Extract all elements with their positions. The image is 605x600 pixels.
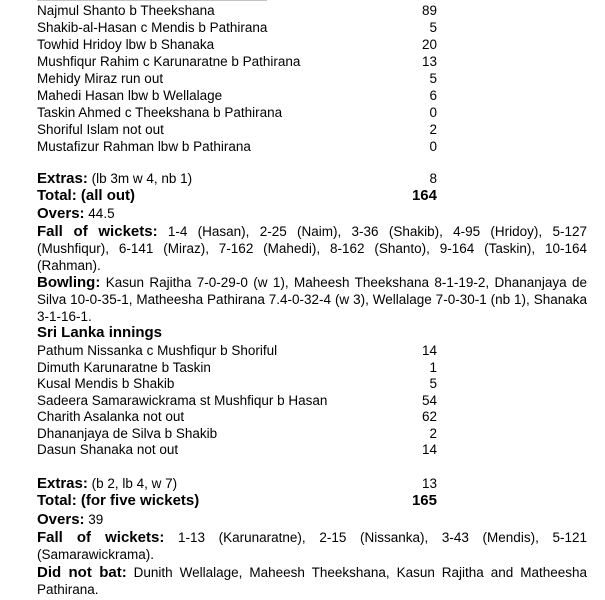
bowling-label: Bowling: (37, 274, 101, 291)
dismissal: not out (122, 122, 164, 137)
batting-row (37, 138, 437, 155)
dismissal: c Mushfiqur b Shoriful (146, 343, 278, 358)
extras-detail: (b 2, lb 4, w 7) (91, 476, 178, 491)
runs: 2 (429, 122, 437, 137)
runs: 0 (429, 139, 437, 154)
batting-row (37, 87, 437, 104)
batter-name: Pathum Nissanka (37, 343, 143, 358)
dismissal: b Theekshana (129, 3, 215, 18)
batter-name: Mushfiqur Rahim (37, 54, 140, 69)
fow-text: 1-13 (Karunaratne), 2-15 (Nissanka), 3-43 (Mendis), 5-121 (Samarawickrama). (37, 530, 587, 562)
batting-row (37, 104, 437, 121)
extras-label: Extras: (37, 170, 88, 187)
dismissal: lbw b Pathirana (157, 139, 251, 154)
bangladesh-fall-of-wickets (37, 223, 587, 274)
batter-name: Dasun Shanaka (37, 442, 134, 457)
batting-row (37, 342, 437, 359)
overs-label: Overs: (37, 205, 85, 222)
total-runs: 164 (411, 187, 437, 204)
batting-row (37, 53, 437, 70)
runs: 14 (421, 343, 437, 358)
cropped-top-edge (37, 0, 267, 1)
bowling-text: Kasun Rajitha 7-0-29-0 (w 1), Maheesh Theekshana 8-1-19-2, Dhananjaya de Silva 10-0-35-1, Matheesha Pathirana 7.4-0-32-4 (w 3), Wellalage 7-0-30-1 (nb 1), Shanaka 3-1-16-1. (37, 275, 587, 324)
dismissal: c Karunaratne b Pathirana (142, 54, 301, 69)
batting-row (37, 19, 437, 36)
runs: 1 (429, 359, 437, 375)
batter-name: Mahedi Hasan (37, 88, 125, 103)
batting-row (37, 408, 437, 425)
batting-row (37, 2, 437, 19)
batter-name: Dimuth Karunaratne (37, 359, 158, 375)
batter-name: Dhananjaya de Silva (37, 425, 161, 441)
dismissal: st Mushfiqur b Hasan (199, 392, 328, 408)
batter-name: Taskin Ahmed (37, 105, 122, 120)
batter-name: Kusal Mendis (37, 376, 119, 391)
total-label: Total: (for five wickets) (37, 492, 200, 509)
runs: 89 (421, 3, 437, 18)
dnb-label: Did not bat: (37, 564, 127, 581)
batting-row (37, 392, 437, 409)
dismissal: c Mendis b Pathirana (140, 20, 268, 35)
dnb-text: Dunith Wellalage, Maheesh Theekshana, Kasun Rajitha and Matheesha Pathirana. (37, 565, 587, 597)
runs: 5 (429, 376, 437, 391)
sri-lanka-innings-heading (37, 324, 587, 341)
overs-value: 44.5 (88, 206, 115, 221)
dismissal: lbw b Wellalage (127, 88, 223, 103)
overs-value: 39 (88, 512, 104, 527)
extras-runs: 13 (421, 476, 437, 491)
heading-text: Sri Lanka innings (37, 324, 163, 341)
runs: 2 (429, 425, 437, 441)
batter-name: Shakib-al-Hasan (37, 20, 137, 35)
bangladesh-bowling (37, 274, 587, 325)
runs: 5 (429, 71, 437, 86)
total-runs: 165 (411, 492, 437, 509)
dismissal: run out (121, 71, 164, 86)
extras-runs: 8 (429, 171, 437, 186)
batting-row (37, 441, 437, 458)
batting-row (37, 36, 437, 53)
batter-name: Sadeera Samarawickrama (37, 392, 197, 408)
runs: 62 (421, 409, 437, 424)
batter-name: Charith Asalanka (37, 409, 140, 424)
bangladesh-total-row (37, 187, 437, 204)
bangladesh-overs (37, 205, 587, 222)
batter-name: Mehidy Miraz (37, 71, 118, 86)
fow-text: 1-4 (Hasan), 2-25 (Naim), 3-36 (Shakib), 4-95 (Hridoy), 5-127 (Mushfiqur), 6-141 (Miraz), 7-162 (Mahedi), 8-162 (Shanto), 9-164 (Taskin), 10-164 (Rahman). (37, 224, 587, 273)
dismissal: b Taskin (161, 359, 211, 375)
batter-name: Mustafizur Rahman (37, 139, 155, 154)
batter-name: Towhid Hridoy (37, 37, 122, 52)
sri-lanka-total-row (37, 492, 437, 509)
runs: 0 (429, 105, 437, 120)
batting-row (37, 70, 437, 87)
dismissal: not out (142, 409, 185, 424)
dismissal: b Shakib (121, 376, 175, 391)
batting-row (37, 425, 437, 442)
runs: 6 (429, 88, 437, 103)
sri-lanka-fall-of-wickets (37, 529, 587, 563)
dismissal: lbw b Shanaka (125, 37, 215, 52)
runs: 5 (429, 20, 437, 35)
fow-label: Fall of wickets: (37, 529, 165, 546)
overs-label: Overs: (37, 511, 85, 528)
extras-label: Extras: (37, 475, 88, 492)
batting-row (37, 375, 437, 392)
total-label: Total: (all out) (37, 187, 136, 204)
runs: 14 (421, 442, 437, 457)
fow-label: Fall of wickets: (37, 223, 158, 240)
dismissal: b Shakib (164, 425, 218, 441)
extras-detail: (lb 3m w 4, nb 1) (91, 171, 193, 186)
sri-lanka-did-not-bat (37, 564, 587, 598)
batter-name: Najmul Shanto (37, 3, 126, 18)
dismissal: not out (136, 442, 179, 457)
sri-lanka-overs (37, 511, 587, 528)
runs: 20 (421, 37, 437, 52)
runs: 54 (421, 392, 437, 408)
sri-lanka-extras-row (37, 475, 437, 492)
dismissal: c Theekshana b Pathirana (124, 105, 283, 120)
batting-row (37, 359, 437, 376)
runs: 13 (421, 54, 437, 69)
bangladesh-extras-row (37, 170, 437, 187)
batting-row (37, 121, 437, 138)
batter-name: Shoriful Islam (37, 122, 119, 137)
